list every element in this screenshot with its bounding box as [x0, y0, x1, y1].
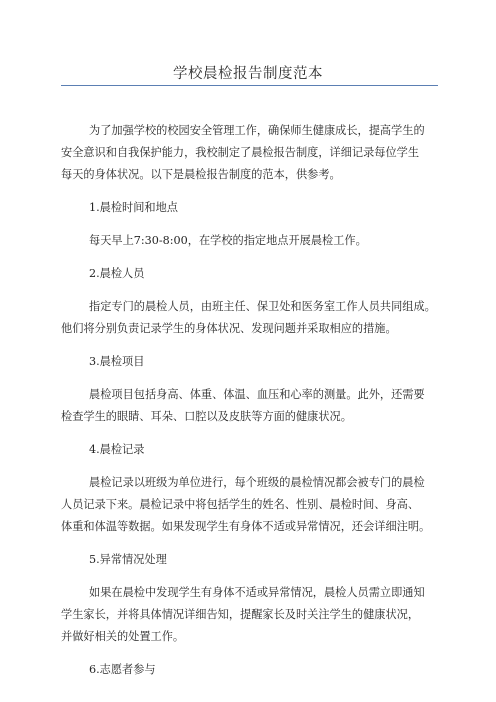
- section-heading-5: 5.异常情况处理: [89, 553, 167, 566]
- section-4-line-1: 晨检记录以班级为单位进行，每个班级的晨检情况都会被专门的晨检: [89, 476, 425, 489]
- section-4-line-2: 人员记录下来。晨检记录中将包括学生的姓名、性别、晨检时间、身高、: [61, 498, 420, 511]
- section-5-line-2: 学生家长，并将具体情况详细告知，提醒家长及时关注学生的健康状况，: [61, 608, 420, 621]
- title-divider: [61, 85, 438, 86]
- section-1-text: 每天早上7:30-8:00，在学校的指定地点开展晨检工作。: [89, 234, 367, 247]
- intro-line-3: 每天的身体状况。以下是晨检报告制度的范本，供参考。: [61, 168, 341, 181]
- section-4-line-3: 体重和体温等数据。如果发现学生有身体不适或异常情况，还会详细注明。: [61, 520, 431, 533]
- section-5-line-3: 并做好相关的处置工作。: [61, 630, 185, 643]
- section-2-line-1: 指定专门的晨检人员，由班主任、保卫处和医务室工作人员共同组成。: [89, 300, 436, 313]
- intro-line-1: 为了加强学校的校园安全管理工作，确保师生健康成长，提高学生的: [89, 124, 425, 137]
- section-heading-1: 1.晨检时间和地点: [89, 201, 178, 214]
- section-2-line-2: 他们将分别负责记录学生的身体状况、发现问题并采取相应的措施。: [61, 322, 397, 335]
- section-heading-2: 2.晨检人员: [89, 267, 145, 280]
- section-5-line-1: 如果在晨检中发现学生有身体不适或异常情况，晨检人员需立即通知: [89, 586, 425, 599]
- section-heading-4: 4.晨检记录: [89, 443, 145, 456]
- document-title: 学校晨检报告制度范本: [173, 66, 323, 82]
- section-3-line-2: 检查学生的眼睛、耳朵、口腔以及皮肤等方面的健康状况。: [61, 410, 352, 423]
- section-heading-6: 6.志愿者参与: [89, 663, 156, 676]
- intro-line-2: 安全意识和自我保护能力，我校制定了晨检报告制度，详细记录每位学生: [61, 146, 420, 159]
- section-3-line-1: 晨检项目包括身高、体重、体温、血压和心率的测量。此外，还需要: [89, 388, 425, 401]
- section-heading-3: 3.晨检项目: [89, 355, 145, 368]
